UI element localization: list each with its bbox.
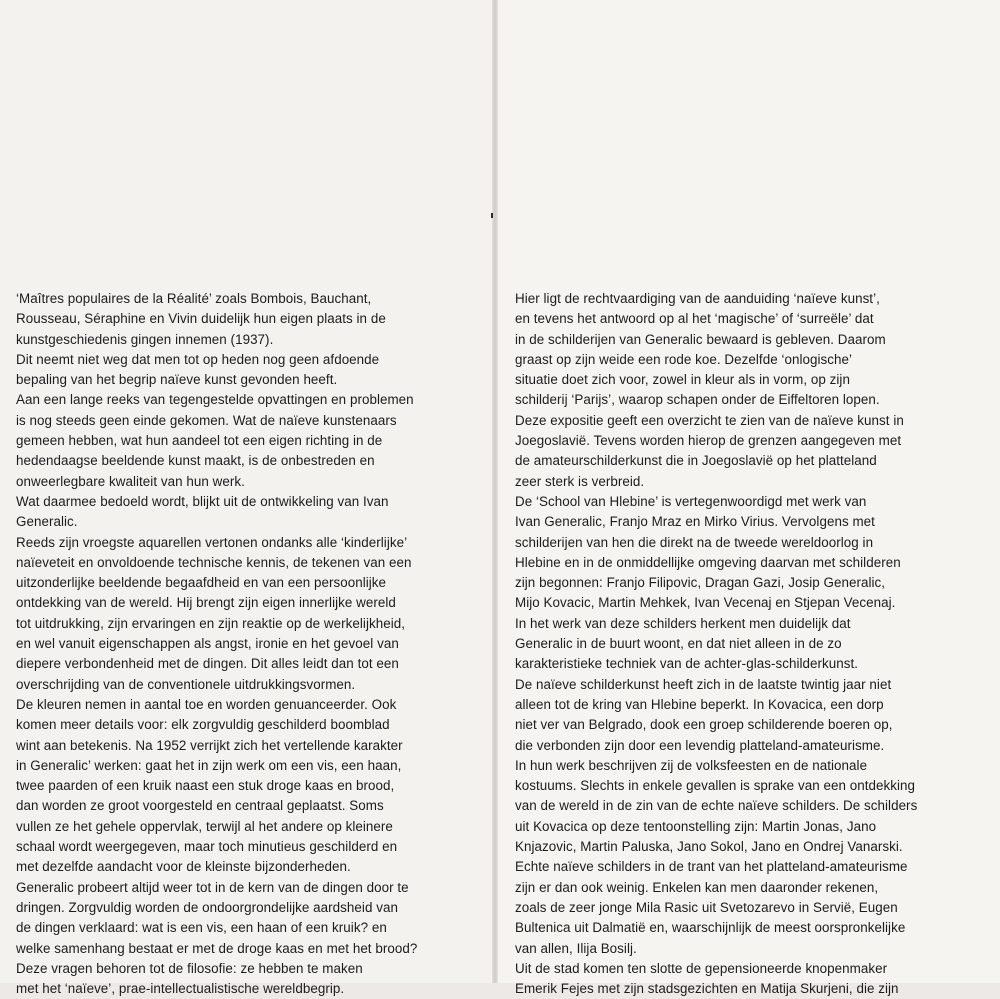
text-line: uitzonderlijke beeldende begaafdheid en van een persoonlijke <box>16 575 387 591</box>
text-line: Hlebine en in de onmiddellijke omgeving daarvan met schilderen <box>515 554 901 570</box>
book-gutter <box>492 0 498 983</box>
text-line: Wat daarmee bedoeld wordt, blijkt uit de ontwikkeling van Ivan <box>16 493 389 509</box>
text-line: in de schilderijen van Generalic bewaard is gebleven. Daarom <box>515 331 886 347</box>
text-line: alleen tot de kring van Hlebine beperkt. In Kovacica, een dorp <box>515 696 884 712</box>
text-line: De ‘School van Hlebine’ is vertegenwoordigd met werk van <box>515 493 867 509</box>
text-line: ‘Maîtres populaires de la Réalité’ zoals Bombois, Bauchant, <box>16 291 372 306</box>
text-line: Echte naïeve schilders in de trant van het platteland-amateurisme <box>515 859 908 875</box>
text-line: overschrijding van de conventionele uitdrukkingsvormen. <box>16 676 356 692</box>
text-line: In hun werk beschrijven zij de volksfeesten en de nationale <box>515 757 868 773</box>
text-line: Generalic in de buurt woont, en dat niet alleen in de zo <box>515 636 842 652</box>
text-line: ontdekking van de wereld. Hij brengt zijn eigen innerlijke wereld <box>16 595 396 611</box>
text-line: naïeveteit en onvoldoende technische kennis, de tekenen van een <box>16 554 412 570</box>
text-line: Bultenica uit Dalmatië en, waarschijnlijk de meest oorspronkelijke <box>515 920 906 936</box>
text-line: vullen ze het gehele oppervlak, terwijl al het andere op kleinere <box>16 818 393 834</box>
text-line: van de wereld in de zin van de echte naïeve schilders. De schilders <box>515 798 918 814</box>
text-line: zoals de zeer jonge Mila Rasic uit Svetozarevo in Servië, Eugen <box>515 899 898 915</box>
text-line: wint aan betekenis. Na 1952 verrijkt zich het vertellende karakter <box>16 737 403 753</box>
text-line: Reeds zijn vroegste aquarellen vertonen ondanks alle ‘kinderlijke’ <box>16 534 408 550</box>
text-line: twee paarden of een kruik naast een stuk droge kaas en brood, <box>16 778 395 794</box>
text-line: die verbonden zijn door een levendig platteland-amateurisme. <box>515 737 885 753</box>
text-line: de dingen verklaard: wat is een vis, een haan of een kruik? en <box>16 920 387 936</box>
text-line: kunstgeschiedenis gingen innemen (1937). <box>16 331 274 347</box>
right-page-text <box>515 289 993 999</box>
text-line: In het werk van deze schilders herkent men duidelijk dat <box>515 615 851 631</box>
text-line: en wel vanuit eigenschappen als angst, ironie en het gevoel van <box>16 636 399 652</box>
text-line: in Generalic’ werken: gaat het in zijn werk om een vis, een haan, <box>16 757 402 773</box>
text-line: schaal wordt weergegeven, maar toch minutieus geschilderd en <box>16 839 398 855</box>
left-page-text <box>16 289 486 999</box>
text-line: karakteristieke techniek van de achter-glas-schilderkunst. <box>515 656 859 672</box>
text-line: zijn begonnen: Franjo Filipovic, Dragan Gazi, Josip Generalic, <box>515 575 886 591</box>
text-line: en tevens het antwoord op al het ‘magische’ of ‘surreële’ dat <box>515 311 874 327</box>
text-line: onweerlegbare kwaliteit van hun werk. <box>16 473 245 489</box>
text-line: Generalic probeert altijd weer tot in de kern van de dingen door te <box>16 879 409 895</box>
text-line: Joegoslavië. Tevens worden hierop de grenzen aangegeven met <box>515 433 902 449</box>
text-line: zijn er dan ook weinig. Enkelen kan men daaronder rekenen, <box>515 879 879 895</box>
text-line: graast op zijn weide een rode koe. Dezelfde ‘onlogische’ <box>515 351 853 367</box>
text-line: dringen. Zorgvuldig worden de ondoorgrondelijke aardsheid van <box>16 899 398 915</box>
text-line: Emerik Fejes met zijn stadsgezichten en Matija Skurjeni, die zijn <box>515 981 899 997</box>
text-line: Aan een lange reeks van tegengestelde opvattingen en problemen <box>16 392 414 408</box>
text-line: Rousseau, Séraphine en Vivin duidelijk hun eigen plaats in de <box>16 311 386 327</box>
text-line: met het ‘naïeve’, prae-intellectualistische wereldbegrip. <box>16 981 345 997</box>
text-line: De naïeve schilderkunst heeft zich in de laatste twintig jaar niet <box>515 676 892 692</box>
text-line: kostuums. Slechts in enkele gevallen is sprake van een ontdekking <box>515 778 915 794</box>
text-line: uit Kovacica op deze tentoonstelling zijn: Martin Jonas, Jano <box>515 818 877 834</box>
text-line: Dit neemt niet weg dat men tot op heden nog geen afdoende <box>16 351 380 367</box>
print-mark <box>491 213 493 218</box>
text-line: Generalic. <box>16 514 78 530</box>
text-line: Ivan Generalic, Franjo Mraz en Mirko Virius. Vervolgens met <box>515 514 875 530</box>
text-line: Mijo Kovacic, Martin Mehkek, Ivan Vecenaj en Stjepan Vecenaj. <box>515 595 896 611</box>
text-line: welke samenhang bestaat er met de droge kaas en met het brood? <box>16 940 418 956</box>
text-line: van allen, Ilija Bosilj. <box>515 940 637 956</box>
text-line: schilderij ‘Parijs’, waarop schapen onder de Eiffeltoren lopen. <box>515 392 880 408</box>
text-line: hedendaagse beeldende kunst maakt, is de onbestreden en <box>16 453 375 469</box>
text-line: situatie doet zich voor, zowel in kleur als in vorm, op zijn <box>515 372 850 388</box>
text-line: de amateurschilderkunst die in Joegoslavië op het platteland <box>515 453 877 469</box>
text-line: diepere verbondenheid met de dingen. Dit alles leidt dan tot een <box>16 656 399 672</box>
text-line: met dezelfde aandacht voor de kleinste bijzonderheden. <box>16 859 351 875</box>
text-line: Hier ligt de rechtvaardiging van de aanduiding ‘naïeve kunst’, <box>515 291 880 306</box>
text-line: niet ver van Belgrado, dook een groep schilderende boeren op, <box>515 717 893 733</box>
text-line: Deze expositie geeft een overzicht te zien van de naïeve kunst in <box>515 412 904 428</box>
text-line: is nog steeds geen einde gekomen. Wat de naïeve kunstenaars <box>16 412 397 428</box>
text-line: tot uitdrukking, zijn ervaringen en zijn reaktie op de werkelijkheid, <box>16 615 406 631</box>
text-line: dan worden ze groot voorgesteld en centraal geplaatst. Soms <box>16 798 384 814</box>
text-line: bepaling van het begrip naïeve kunst gevonden heeft. <box>16 372 338 388</box>
text-line: komen meer details voor: elk zorgvuldig geschilderd boomblad <box>16 717 390 733</box>
text-line: Uit de stad komen ten slotte de gepensioneerde knopenmaker <box>515 960 888 976</box>
text-line: De kleuren nemen in aantal toe en worden genuanceerder. Ook <box>16 696 397 712</box>
text-line: zeer sterk is verbreid. <box>515 473 645 489</box>
text-line: schilderijen van hen die direkt na de tweede wereldoorlog in <box>515 534 874 550</box>
text-line: Knjazovic, Martin Paluska, Jano Sokol, Jano en Ondrej Vanarski. <box>515 839 903 855</box>
text-line: Deze vragen behoren tot de filosofie: ze hebben te maken <box>16 960 363 976</box>
text-line: gemeen hebben, wat hun aandeel tot een eigen richting in de <box>16 433 383 449</box>
